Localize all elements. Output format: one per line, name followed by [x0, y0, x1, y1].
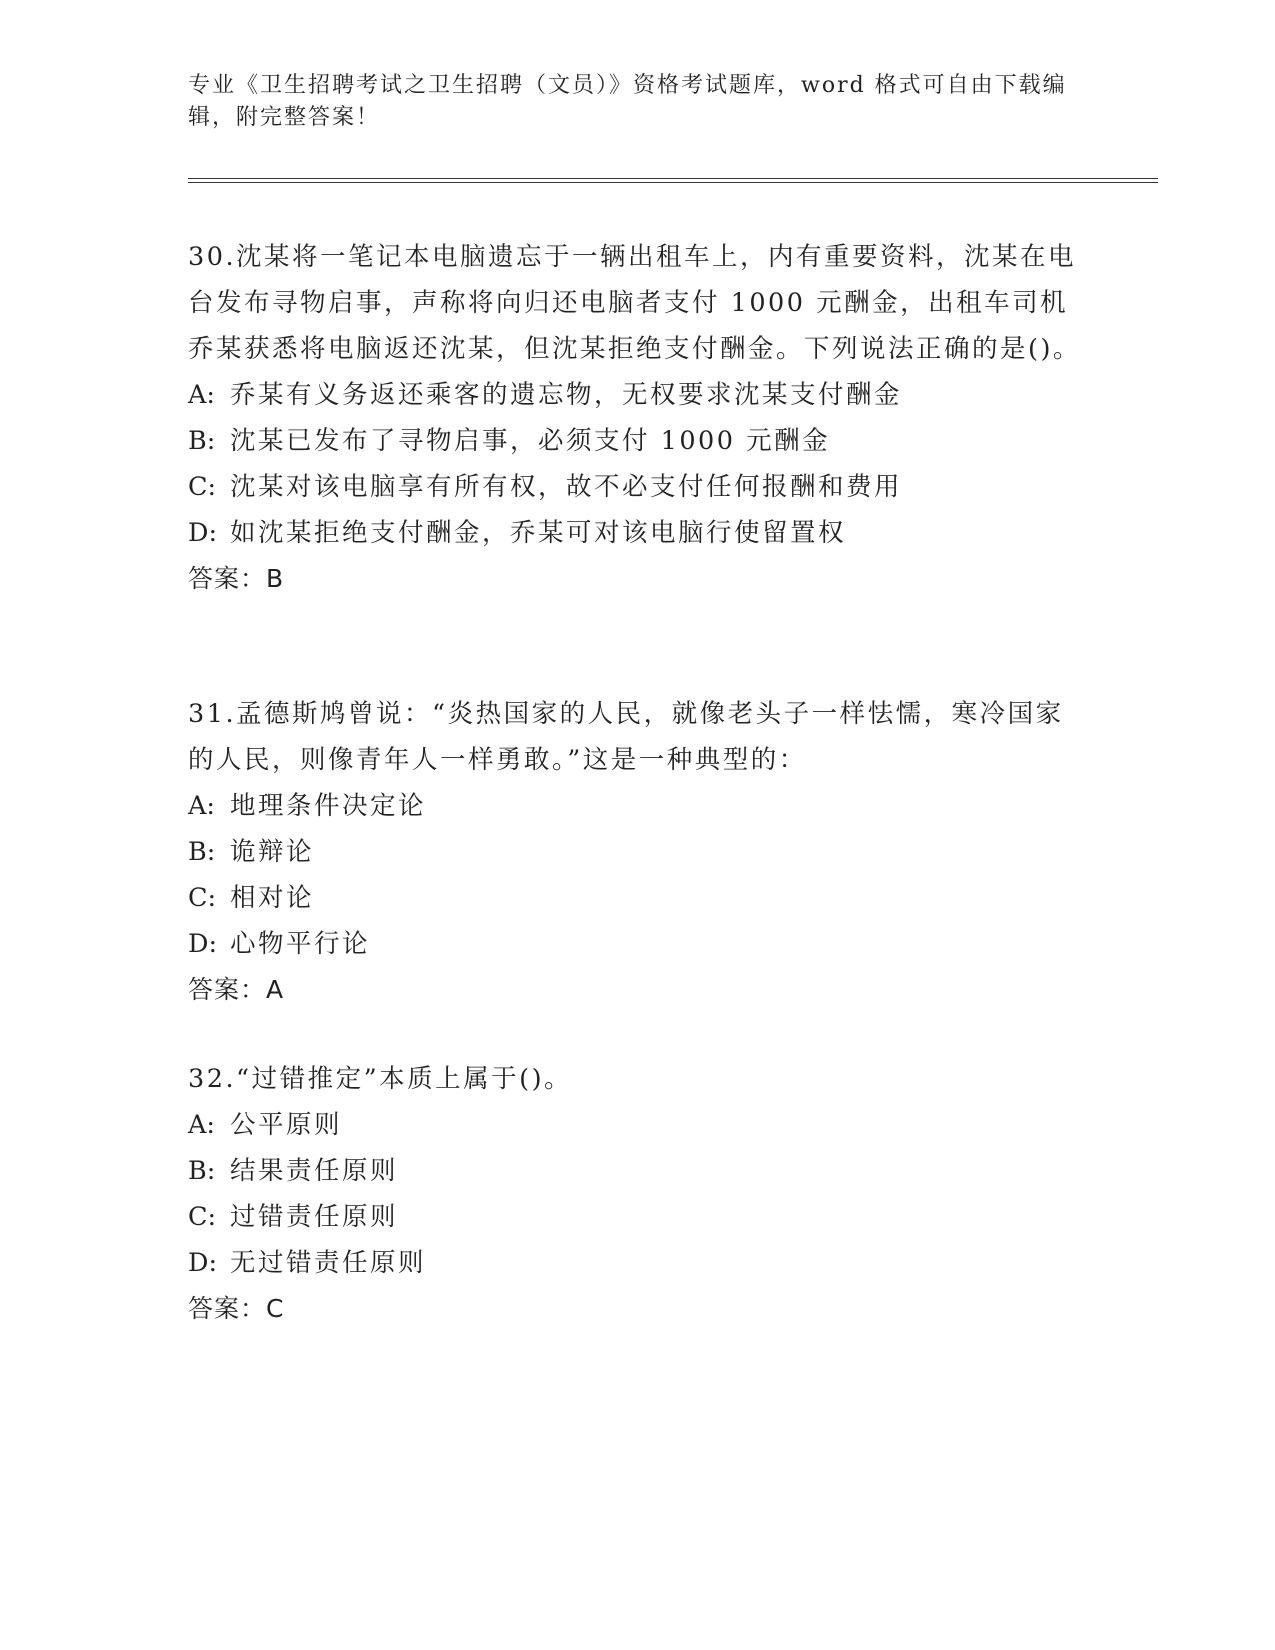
- option-b: [188, 1148, 1088, 1194]
- option-key: B:: [188, 837, 216, 867]
- option-text: 乔某有义务返还乘客的遗忘物，无权要求沈某支付酬金: [230, 380, 903, 410]
- option-key: B:: [188, 1156, 216, 1186]
- option-d: [188, 921, 1088, 967]
- option-key: C:: [188, 1202, 217, 1232]
- header-text: 专业《卫生招聘考试之卫生招聘（文员）》资格考试题库，word 格式可自由下载编辑，附完整答案！: [188, 73, 1067, 130]
- option-text: 结果责任原则: [230, 1156, 399, 1186]
- question-stem: 30.沈某将一笔记本电脑遗忘于一辆出租车上，内有重要资料，沈某在电台发布寻物启事，声称将向归还电脑者支付 1000 元酬金，出租车司机乔某获悉将电脑返还沈某，但沈某拒绝支付酬金。下列说法正确的是()。: [188, 242, 1081, 364]
- answer-line: 答案：C: [188, 1294, 285, 1323]
- option-text: 地理条件决定论: [230, 791, 427, 821]
- option-key: B:: [188, 426, 216, 456]
- answer-line: 答案：B: [188, 564, 285, 593]
- option-a: [188, 1102, 1088, 1148]
- option-d: [188, 1240, 1088, 1286]
- option-key: C:: [188, 883, 217, 913]
- option-text: 沈某对该电脑享有所有权，故不必支付任何报酬和费用: [230, 472, 903, 502]
- option-c: [188, 1194, 1088, 1240]
- option-b: [188, 418, 1088, 464]
- document-header: [188, 70, 1088, 134]
- option-text: 相对论: [230, 883, 315, 913]
- option-c: [188, 875, 1088, 921]
- option-c: [188, 464, 1088, 510]
- question-30: [188, 234, 1088, 602]
- option-key: A:: [188, 791, 216, 821]
- question-32: [188, 1056, 1088, 1332]
- question-31: [188, 691, 1088, 1013]
- option-a: [188, 783, 1088, 829]
- option-key: C:: [188, 472, 217, 502]
- option-text: 如沈某拒绝支付酬金，乔某可对该电脑行使留置权: [230, 518, 847, 548]
- option-text: 心物平行论: [230, 929, 371, 959]
- option-text: 诡辩论: [230, 837, 315, 867]
- question-stem: 32.“过错推定”本质上属于()。: [188, 1064, 573, 1094]
- header-divider-top: [188, 178, 1158, 179]
- header-divider-bottom: [188, 182, 1158, 183]
- option-key: D:: [188, 518, 218, 548]
- question-stem: 31.孟德斯鸠曾说：“炎热国家的人民，就像老头子一样怯懦，寒冷国家的人民，则像青年人一样勇敢。”这是一种典型的：: [188, 699, 1064, 775]
- option-a: [188, 372, 1088, 418]
- option-key: D:: [188, 1248, 218, 1278]
- option-key: A:: [188, 1110, 216, 1140]
- option-b: [188, 829, 1088, 875]
- option-key: D:: [188, 929, 218, 959]
- option-key: A:: [188, 380, 216, 410]
- option-text: 过错责任原则: [230, 1202, 399, 1232]
- option-text: 无过错责任原则: [230, 1248, 427, 1278]
- option-text: 公平原则: [230, 1110, 343, 1140]
- answer-line: 答案：A: [188, 975, 285, 1004]
- option-d: [188, 510, 1088, 556]
- option-text: 沈某已发布了寻物启事，必须支付 1000 元酬金: [230, 426, 831, 456]
